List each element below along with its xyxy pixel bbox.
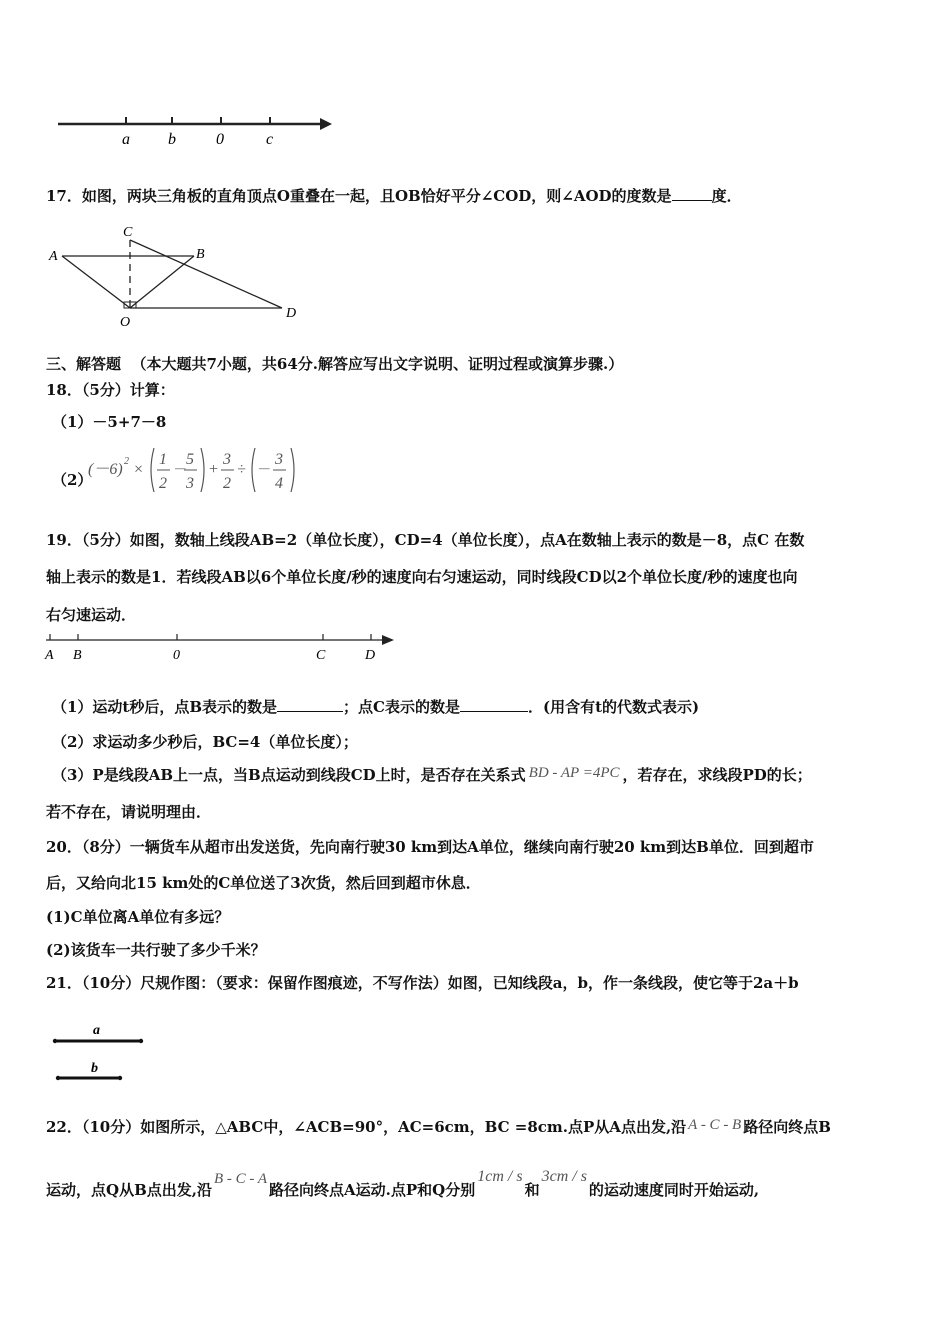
q22-line2-c: 的运动速度同时开始运动, <box>588 1181 760 1199</box>
label-zero: 0 <box>216 131 224 148</box>
f1-num: 1 <box>159 451 167 468</box>
label-a: a <box>122 131 130 148</box>
q22-line2-a: 运动，点Q从B点出发,沿 <box>46 1181 212 1199</box>
q17-text <box>46 186 742 206</box>
section3-title: 三、解答题 <box>46 355 122 373</box>
seg-b-label: b <box>91 1061 98 1076</box>
q22-line1-b: 路径向终点B <box>743 1118 831 1136</box>
number-line-figure-2 <box>40 628 400 666</box>
f1-den: 2 <box>159 475 167 492</box>
q19-line2: 轴上表示的数是1．若线段AB以6个单位长度/秒的速度向右匀速运动，同时线段CD以2个单位长度/秒的速度也向 <box>46 568 798 586</box>
expr-div: ÷ <box>237 461 246 478</box>
expr-plus: + <box>208 461 219 478</box>
q19-blank-c[interactable] <box>460 697 528 712</box>
q18-part2-label: （2） <box>52 471 93 489</box>
q22-and: 和 <box>524 1181 540 1199</box>
q22-path2: B - C - A <box>213 1171 268 1187</box>
label-D: D <box>365 648 376 663</box>
q22-line1-a: 22．（10分）如图所示，△ABC中，∠ACB=90°，AC=6cm，BC =8cm.点P从A点出发,沿 <box>46 1118 687 1136</box>
section3-heading <box>46 354 623 374</box>
expr-neg: － <box>256 463 270 478</box>
triangle-figure <box>46 220 316 332</box>
q22-line2-b: 路径向终点A运动.点P和Q分别 <box>269 1181 476 1199</box>
f4-num: 3 <box>275 451 283 468</box>
label-zero: 0 <box>173 648 180 663</box>
q22-speed1: 1cm / s <box>477 1168 523 1185</box>
q19-p3-a: （3）P是线段AB上一点，当B点运动到线段CD上时，是否存在关系式 <box>52 766 526 784</box>
q19-p1-b: ；点C表示的数是 <box>343 698 460 716</box>
f4-den: 4 <box>275 475 283 492</box>
expr-minus: － <box>172 463 186 478</box>
q22-speed2: 3cm / s <box>541 1168 587 1185</box>
q18-expression <box>88 444 303 496</box>
f3-den: 2 <box>223 475 231 492</box>
label-C: C <box>316 648 326 663</box>
q20-part1: (1)C单位离A单位有多远？ <box>46 908 230 926</box>
expr-exp: 2 <box>124 456 129 467</box>
q19-blank-b[interactable] <box>277 697 343 712</box>
q17-answer-blank[interactable] <box>672 186 712 201</box>
q17-text-before: 17．如图，两块三角板的直角顶点O重叠在一起，且OB恰好平分∠COD，则∠AOD的度数是 <box>46 187 672 205</box>
seg-a-label: a <box>93 1023 100 1038</box>
q19-line3: 右匀速运动． <box>46 606 137 624</box>
label-B: B <box>73 648 82 663</box>
label-A: A <box>45 648 54 663</box>
q22-line2 <box>46 1168 760 1201</box>
label-A: A <box>49 249 58 264</box>
q19-part3 <box>52 765 812 786</box>
q18-header: 18．（5分）计算： <box>46 381 175 399</box>
f2-num: 5 <box>186 451 194 468</box>
label-B: B <box>196 247 205 262</box>
label-O: O <box>120 315 131 330</box>
segments-figure <box>50 1018 150 1088</box>
q19-part2: （2）求运动多少秒后，BC=4（单位长度）； <box>52 733 358 751</box>
q22-path1: A - C - B <box>688 1117 742 1133</box>
f3-num: 3 <box>223 451 231 468</box>
q20-line1: 20．（8分）一辆货车从超市出发送货，先向南行驶30 km到达A单位，继续向南行驶20 km到达B单位．回到超市 <box>46 838 814 856</box>
q19-part1 <box>52 697 699 717</box>
q19-p1-c: ．(用含有t的代数式表示) <box>528 698 700 716</box>
expr-times: × <box>133 461 144 478</box>
q19-p1-a: （1）运动t秒后，点B表示的数是 <box>52 698 278 716</box>
label-b: b <box>168 131 176 148</box>
q19-p3-b: ，若存在，求线段PD的长； <box>622 766 812 784</box>
expr-base: (－6) <box>88 461 123 478</box>
q19-part3-line2: 若不存在，请说明理由． <box>46 803 212 821</box>
q20-line2: 后，又给向北15 km处的C单位送了3次货，然后回到超市休息． <box>46 874 481 892</box>
q21-text: 21．（10分）尺规作图：（要求：保留作图痕迹，不写作法）如图，已知线段a，b，作一条线段，使它等于2a＋b <box>46 974 799 992</box>
label-c: c <box>266 131 274 148</box>
q17-text-after: 度． <box>711 187 742 205</box>
q22-line1 <box>46 1117 831 1138</box>
f2-den: 3 <box>186 475 194 492</box>
q19-formula: BD - AP =4PC <box>528 765 620 781</box>
section3-note: （本大题共7小题，共64分.解答应写出文字说明、证明过程或演算步骤.） <box>131 355 624 373</box>
q18-part1: （1）－5+7－8 <box>52 413 167 431</box>
q20-part2: (2)该货车一共行驶了多少千米？ <box>46 941 266 959</box>
label-D: D <box>286 306 297 321</box>
q19-line1: 19．（5分）如图，数轴上线段AB=2（单位长度），CD=4（单位长度），点A在数轴上表示的数是－8，点C 在数 <box>46 531 805 549</box>
label-C: C <box>123 225 133 240</box>
number-line-figure-1 <box>50 108 340 153</box>
